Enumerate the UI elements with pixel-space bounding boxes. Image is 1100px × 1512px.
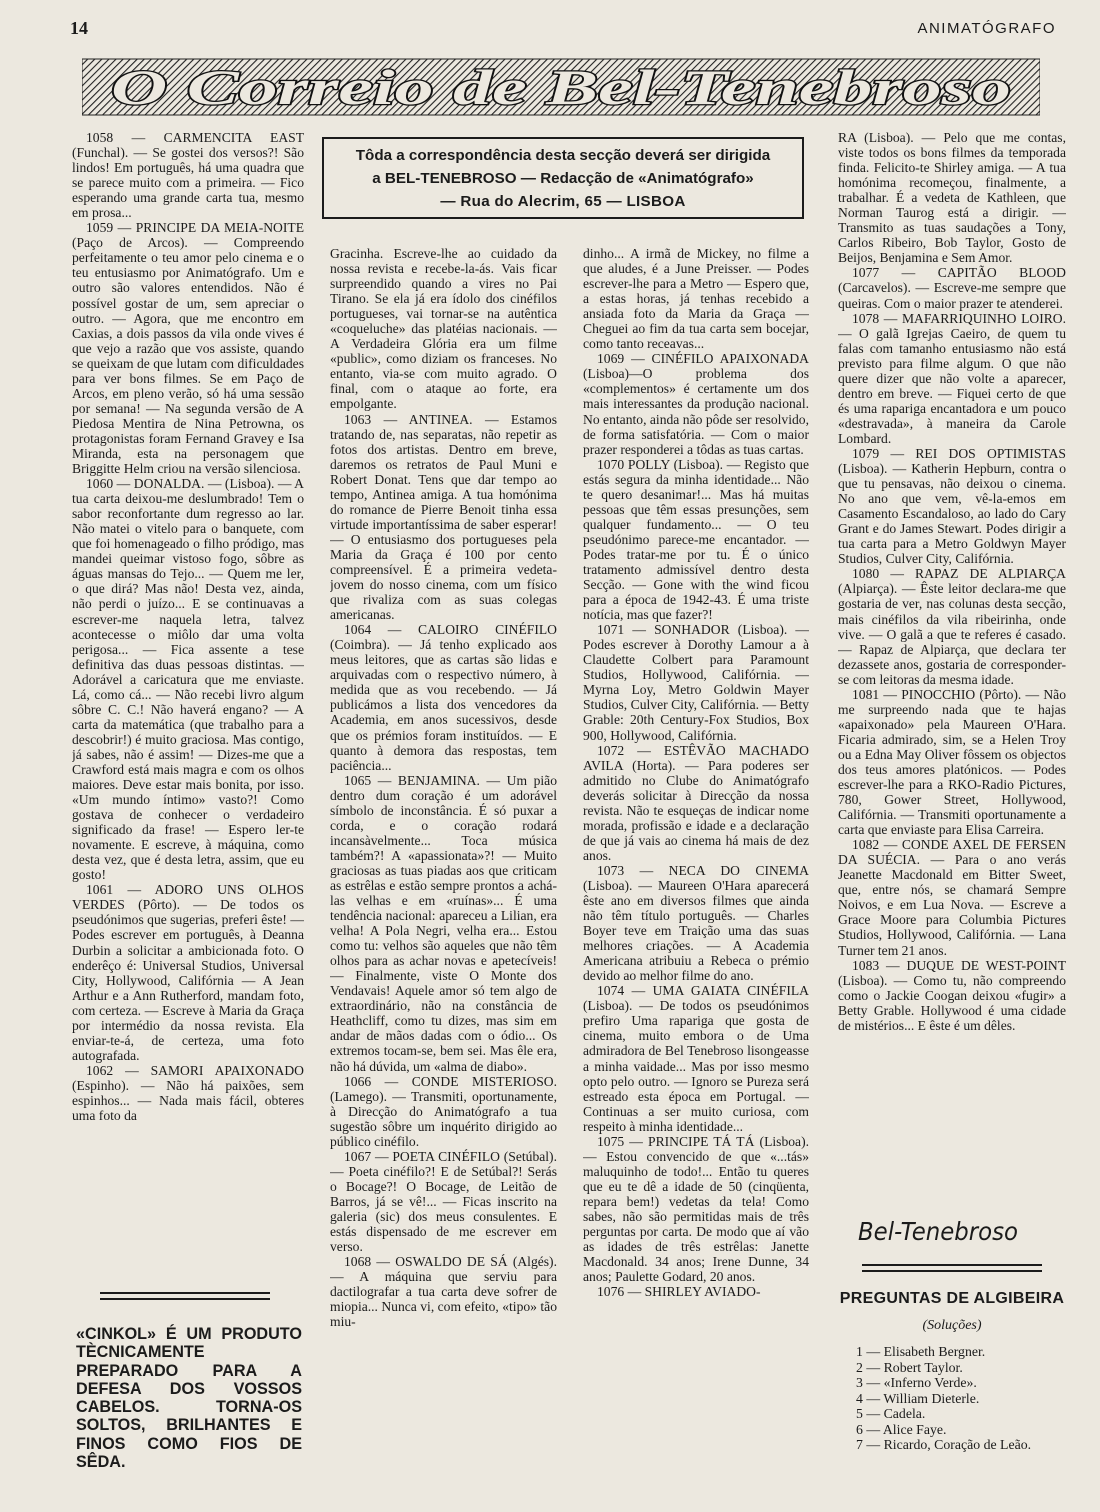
letter-reply: 1062 — SAMORI APAIXONADO (Espinho). — Não há paixões, sem espinhos... — Nada mais fácil, obteres uma foto da bbox=[72, 1062, 304, 1124]
list-item: 6 — Alice Faye. bbox=[856, 1421, 947, 1437]
letter-reply: 1067 — POETA CINÉFILO (Setúbal). — Poeta cinéfilo?! E de Setúbal?! Serás o Bocage?! O Bocage, de Leitão de Barros, já se vê!... — Ficas inscrito na galeria (sic) dos meus consulentes. E estás dispensado de me escrever em verso. bbox=[330, 1148, 557, 1255]
letter-reply: 1059 — PRINCIPE DA MEIA-NOITE (Paço de Arcos). — Compreendo perfeitamente o teu amor pelo cinema e o teu entusiasmo por Animatógrafo. Um e outro são valores entendidos. Não é possível gostar de um, sem apreciar o outro. — Agora, que me encontro em Caxias, a dois passos da vila onde vives é que vejo a razão que vos assiste, quando se queixam de que lutam com dificuldades para ver bons filmes. Se em Paço de Arcos, em pleno verão, só há uma sessão por semana! — Na segunda versão de A Piedosa Mentira de Nina Petrowna, os protagonistas foram Fernand Gravey e Isa Miranda, esta na personagem que Briggitte Helm criou na versão silenciosa. bbox=[72, 220, 304, 477]
letter-reply: 1080 — RAPAZ DE ALPIARÇA (Alpiarça). — Êste leitor declara-me que gostaria de ver, nas colunas desta secção, mais cinéfilos da vila ribeirinha, onde vive. — O galã a que te referes é casado. — Rapaz de Alpiarça, que declara ter dezassete anos, gostaria de corresponder-se com leitoras da mesma idade. bbox=[838, 566, 1066, 687]
notice-line: a BEL-TENEBROSO — Redacção de «Animatógrafo» bbox=[372, 169, 754, 187]
list-item: 4 — William Dieterle. bbox=[856, 1390, 980, 1406]
letter-reply: 1076 — SHIRLEY AVIADO- bbox=[597, 1284, 761, 1300]
letter-reply: 1075 — PRINCIPE TÁ TÁ (Lisboa). — Estou convencido de que «...tás» maluquinho de todo!... Então tu queres que eu te dê a idade de 50 (cinqüenta, repara bem!) vedetas da tela! Como sabes, não são permitidas mais de três perguntas por carta. De modo que aí vão as idades de três estrêlas: Janette Macdonald. 34 anos; Irene Dunne, 34 anos; Paulette Godard, 20 anos. bbox=[583, 1133, 809, 1285]
divider-rule bbox=[100, 1298, 270, 1300]
text-column-1 bbox=[72, 130, 304, 1280]
letter-reply: 1064 — CALOIRO CINÉFILO (Coimbra). — Já tenho explicado aos meus leitores, que as cartas são lidas e arquivadas com o respectivo número, à medida que as vou recebendo. — Já publicámos a lista dos vencedores da Academia, em anos sucessivos, desde que os prémios foram instituídos. — E quanto à demora das respostas, tem paciência... bbox=[330, 622, 557, 773]
section-title-banner bbox=[82, 57, 1040, 117]
signature-text: Bel-Tenebroso bbox=[858, 1217, 1018, 1246]
letter-reply: 1073 — NECA DO CINEMA (Lisboa). — Maureen O'Hara aparecerá êste ano em diversos filmes que ainda não têm título português. — Charles Boyer teve em Traição uma das suas melhores criações. — A Academia Americana atribuiu a Rebeca o prémio devido ao melhor filme do ano. bbox=[583, 862, 809, 984]
letter-reply: 1066 — CONDE MISTERIOSO. (Lamego). — Transmiti, oportunamente, à Direcção do Animatógrafo a tua sugestão sôbre um inquérito dirigido ao público cinéfilo. bbox=[330, 1073, 557, 1149]
letter-reply: dinho... A irmã de Mickey, no filme a que aludes, é a June Preisser. — Podes escrever-lhe para a Metro — Espero que, a estas horas, já tenhas recebido a ansiada foto da Maria da Graça — Cheguei ao fim da tua carta sem bocejar, como tanto receavas... bbox=[583, 246, 809, 352]
list-item: 2 — Robert Taylor. bbox=[856, 1359, 963, 1375]
letter-reply: 1060 — DONALDA. — (Lisboa). — A tua carta deixou-me deslumbrado! Tem o sabor reconfortante dum regresso ao lar. Não matei o vitelo para o banquete, com que foi homenageado o filho pródigo, mas mandei queimar vistoso fogo, sôbre as águas mansas do Tejo... — Quem me ler, o que dirá? Mas não! Desta vez, ainda, não perdi o juízo... E se continuavas a escrever-me naquela letra, talvez acontecesse o miôlo dar uma volta perigosa... — Fica assente a tese definitiva das duas pessoas distintas. — Adorável a caricatura que me enviaste. Lá, como cá... — Não recebi livro algum sôbre C. C.! Não haverá engano? — A carta da matemática (que trabalho para a descobrir!) é muito graciosa. Mas contigo, já sabes, não é assim! — Dizes-me que a Crawford está mais magra e com os olhos maiores. Deve estar mais bonita, por isso. «Um mundo íntimo» vasto?! Como gostava de conhecer o verdadeiro significado da frase! — Espero ler-te novamente. E escreve, à máquina, como desta vez, que é desta letra, assim, que eu gosto! bbox=[72, 476, 304, 883]
page-number: 14 bbox=[70, 18, 88, 38]
letter-reply: 1077 — CAPITÃO BLOOD (Carcavelos). — Escreve-me sempre que queiras. Com o maior prazer te atenderei. bbox=[838, 265, 1066, 311]
text-column-4 bbox=[838, 130, 1066, 1202]
letter-reply: 1071 — SONHADOR (Lisboa). — Podes escrever à Dorothy Lamour a à Claudette Colbert para Paramount Studios, Hollywood, Califórnia. — Myrna Loy, Metro Goldwin Mayer Studios, Culver City, Califórnia. — Betty Grable: 20th Century-Fox Studios, Box 900, Hollywood, Califórnia. bbox=[583, 622, 809, 743]
letter-reply: 1058 — CARMENCITA EAST (Funchal). — Se gostei dos versos?! São lindos! Em português, há uma quadra que se parece muito com a primeira. — Fico esperando uma grande carta tua, mesmo em prosa... bbox=[72, 130, 304, 221]
letter-reply: RA (Lisboa). — Pelo que me contas, viste todos os bons filmes da temporada finda. Felicito-te Shirley amiga. — A tua homónima recomeçou, finalmente, a trabalhar. É a vedeta de Kathleen, que Norman Taurog está a dirigir. — Transmito as tuas saudações a Tony, Carlos Ribeiro, Bob Taylor, Gosto de Beijos, Benjamina e Sem Amor. bbox=[838, 130, 1066, 266]
section-title: O Correio de Bel-Tenebroso bbox=[111, 59, 1011, 115]
list-item: 5 — Cadela. bbox=[856, 1406, 926, 1421]
list-item: 1 — Elisabeth Bergner. bbox=[856, 1344, 986, 1359]
text-column-3 bbox=[583, 246, 809, 1486]
list-item: 7 — Ricardo, Coração de Leão. bbox=[856, 1437, 1032, 1452]
correspondence-notice bbox=[322, 137, 804, 219]
signature bbox=[852, 1212, 1052, 1250]
divider-rule bbox=[862, 1264, 1042, 1266]
letter-reply: 1083 — DUQUE DE WEST-POINT (Lisboa). — Como tu, não compreendo como o Jackie Coogan deixou «fugir» a Betty Grable. Hollywood é uma cidade de mistérios... E êste é um dêles. bbox=[838, 957, 1066, 1033]
letter-reply: 1081 — PINOCCHIO (Pôrto). — Não me surpreendo nada que te hajas «apaixonado» pela Maureen O'Hara. Ficaria admirado, sim, se a Helen Troy ou a Edna May Oliver fôssem os objectos dos teus amores platónicos. — Podes escrever-lhe para a RKO-Radio Pictures, 780, Gower Street, Hollywood, Califórnia. — Transmiti oportunamente a carta que enviaste para Elisa Carreira. bbox=[838, 686, 1066, 838]
list-item: 3 — «Inferno Verde». bbox=[856, 1375, 977, 1390]
letter-reply: 1068 — OSWALDO DE SÁ (Algés). — A máquina que serviu para dactilografar a tua carta deve sofrer de miopia... Nunca vi, com efeito, «tipo» tão miu- bbox=[330, 1254, 557, 1330]
preguntas-list bbox=[856, 1344, 1068, 1453]
letter-reply: 1074 — UMA GAIATA CINÉFILA (Lisboa). — De todos os pseudónimos prefiro Uma rapariga que gosta de cinema, muito embora o de Uma admiradora de Bel Tenebroso lisongeasse a minha vaidade... Mas por isso mesmo opto pelo outro. — Ignoro se Pureza será estreado esta época em Portugal. — Continuas a ser muito curiosa, com respeito à minha identidade... bbox=[583, 983, 809, 1134]
preguntas-title: PREGUNTAS DE ALGIBEIRA bbox=[839, 1290, 1065, 1307]
letter-reply: 1061 — ADORO UNS OLHOS VERDES (Pôrto). — De todos os pseudónimos que sugerias, preferi êste! — Podes escrever em português, à Deanna Durbin a solicitar a ambicionada foto. O enderêço é: Universal Studios, Universal City, Hollywood, Califórnia — A Jean Arthur e a Ann Rutherford, mandam foto, com certeza. — Escreve à Maria da Graça por intermédio da nossa revista. Ela enviar-te-á, de certeza, uma foto autografada. bbox=[72, 882, 304, 1063]
text-column-2 bbox=[330, 246, 557, 1486]
letter-reply: 1082 — CONDE AXEL DE FERSEN DA SUÉCIA. — Para o ano verás Jeanette Macdonald em Bitter Sweet, que, entre nós, se chamará Sempre Noivos, e em Lua Nova. — Escreve a Grace Moore para Columbia Pictures Studios, Hollywood, Califórnia. — Lana Turner tem 21 anos. bbox=[838, 837, 1066, 958]
cinkol-advert: «CINKOL» É UM PRODUTO TÈCNICAMENTE PREPARADO PARA A DEFESA DOS VOSSOS CABELOS. TORNA-OS SOLTOS, BRILHANTES E FINOS COMO FIOS DE SÊDA. bbox=[76, 1325, 302, 1472]
letter-reply: Gracinha. Escreve-lhe ao cuidado da nossa revista e recebe-la-ás. Vais ficar surpreendido quando a vires no Pai Tirano. Se ela já era ídolo dos cinéfilos portugueses, vai tornar-se na autêntica «coqueluche» das platéias nacionais. — A Verdadeira Glória era um filme «public», como diziam os franceses. No entanto, via-se com muito agrado. O final, com o ataque ao forte, era empolgante. bbox=[330, 246, 557, 412]
divider-rule bbox=[862, 1270, 1042, 1272]
letter-reply: 1070 POLLY (Lisboa). — Registo que estás segura da minha identidade... Não te quero desanimar!... Mas há muitas pessoas que têm essas presunções, sem qualquer fundamento... — O teu pseudónimo parece-me encantador. — Podes tratar-me por tu. É o único tratamento admissível dentro desta Secção. — Gone with the wind ficou para a época de 1942-43. É uma triste notícia, mas que fazer?! bbox=[583, 456, 809, 623]
letter-reply: 1079 — REI DOS OPTIMISTAS (Lisboa). — Katherin Hepburn, contra o que tu pensavas, não deixou o cinema. No ano que vem, vê-la-emos em Casamento Escandaloso, ao lado do Cary Grant e do James Stewart. Podes dirigir a tua carta para a Metro Goldwyn Mayer Studios, Culver City, Califórnia. bbox=[838, 445, 1066, 567]
notice-line: Tôda a correspondência desta secção deverá ser dirigida bbox=[355, 146, 771, 164]
letter-reply: 1069 — CINÉFILO APAIXONADA (Lisboa)—O problema dos «complementos» é certamente um dos mais interessantes da produção nacional. No entanto, ainda não pôde ser resolvido, de forma satisfatória. — Com o maior prazer responderei a tôdas as tuas cartas. bbox=[583, 351, 809, 457]
divider-rule bbox=[100, 1292, 270, 1294]
letter-reply: 1065 — BENJAMINA. — Um pião dentro dum coração é um adorável símbolo de inconstância. É só puxar a corda, e o coração rodará incansàvelmente... Toca música também?! A «apassionata»?! — Muito graciosas as tuas piadas aos que criticam as estrêlas e estão sempre prontos a achá-las velhas e em «ruínas»... É uma tendência nacional: apareceu a Lilian, era velha! A Pola Negri, velha era... Estou como tu: velhos são aqueles que não têm olhos para as achar novas e apetecíveis! — Finalmente, viste O Monte dos Vendavais! Aquele amor só tem algo de extraordinário, não na constância de Heathcliff, como tu dizes, mas sim em andar de mãos dadas com o ódio... Os extremos tocam-se, bem sei. Mas êle era, não há dúvida, um «alma de diabo». bbox=[330, 772, 557, 1074]
magazine-name: ANIMATÓGRAFO bbox=[917, 20, 1056, 37]
letter-reply: 1078 — MAFARRIQUINHO LOIRO. — O galã Igrejas Caeiro, de quem tu falas com tamanho entusiasmo não está previsto para filme algum. O que não quere dizer que não volte a aparecer, dentro em breve. — Fiquei certo de que és uma rapariga encantadora e um pouco «destravada», à maneira da Carole Lombard. bbox=[838, 310, 1066, 446]
notice-line: — Rua do Alecrim, 65 — LISBOA bbox=[440, 192, 686, 210]
letter-reply: 1072 — ESTÊVÃO MACHADO AVILA (Horta). — Para poderes ser admitido no Clube do Animatógrafo deverás solicitar à Direcção da nossa revista. Não te esqueças de indicar nome morada, profissão e idade e a declaração de que já vais ao cinema há mais de dez anos. bbox=[583, 742, 809, 863]
preguntas-subtitle: (Soluções) bbox=[922, 1318, 982, 1333]
letter-reply: 1063 — ANTINEA. — Estamos tratando de, nas separatas, não repetir as fotos dos artistas. Dentro em breve, daremos os retratos de Paul Muni e Robert Donat. Tens que dar tempo ao tempo, Antinea amiga. A tua homónima do romance de Pierre Benoit tinha essa virtude importantíssima de saber esperar! — O entusiasmo dos portugueses pela Maria da Graça é 100 por cento compreensível. É a primeira vedeta-jovem do nosso cinema, com um físico que rivaliza com as suas colegas americanas. bbox=[330, 411, 557, 623]
